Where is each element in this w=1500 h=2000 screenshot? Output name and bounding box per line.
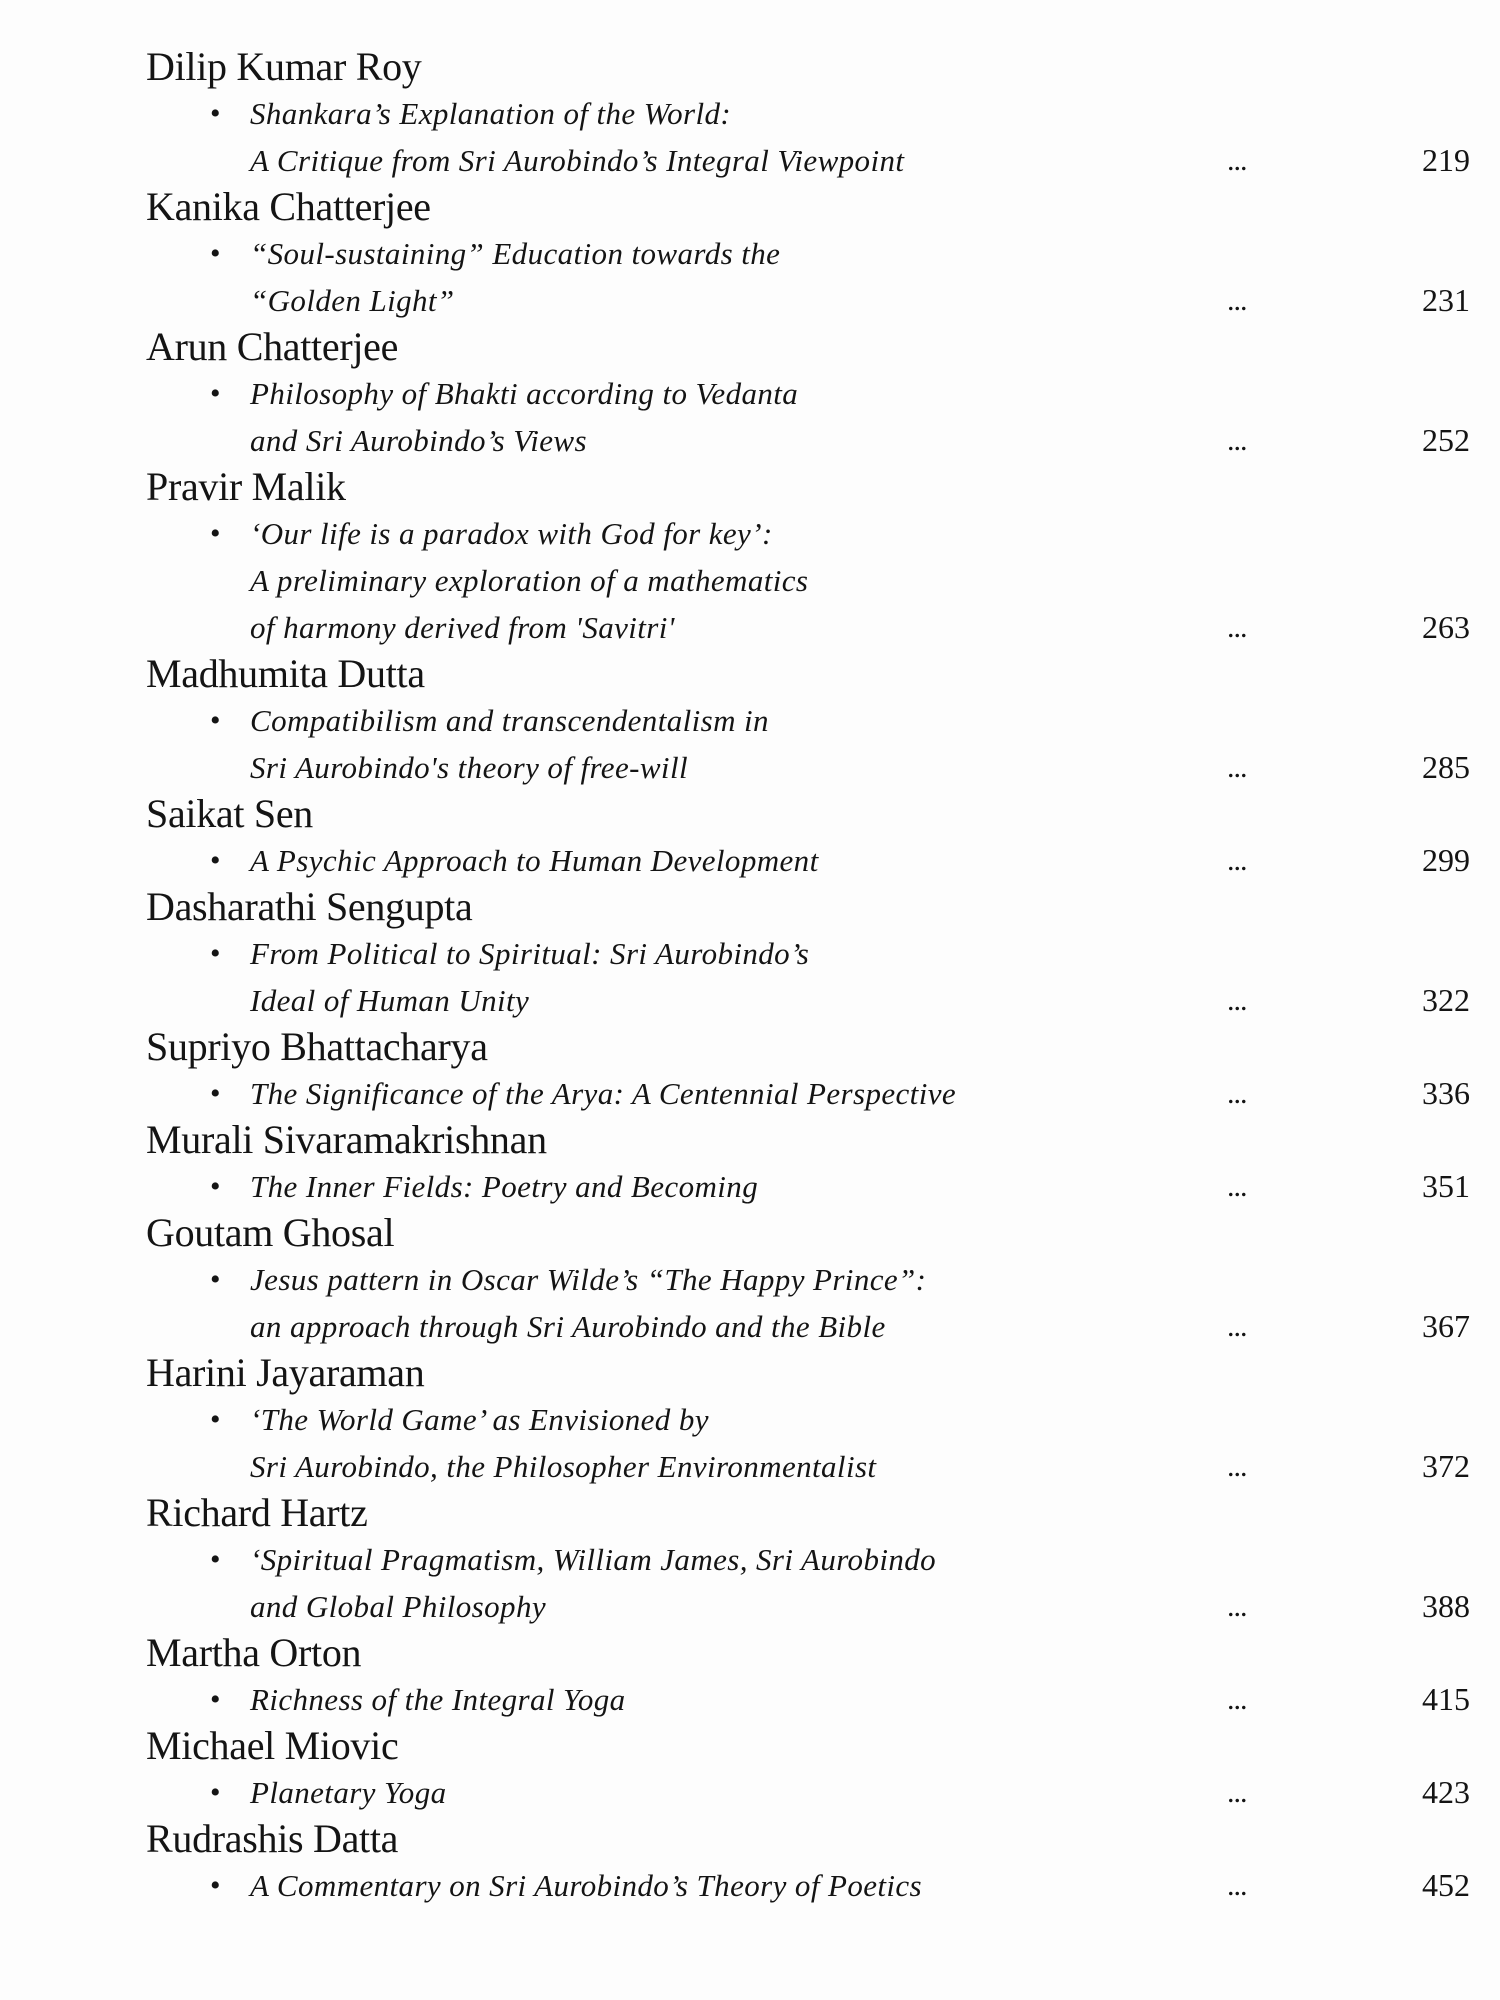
article-entry [210, 1256, 1470, 1350]
author-name: Rudrashis Datta [146, 1816, 399, 1861]
page-number: 299 [1422, 842, 1470, 878]
author-name: Dasharathi Sengupta [146, 884, 473, 929]
author-name: Dilip Kumar Roy [146, 44, 422, 89]
article-title-line: From Political to Spiritual: Sri Aurobindo’s [250, 936, 810, 971]
article-entry [210, 90, 1470, 184]
bullet-icon: • [210, 937, 221, 970]
toc-entry [146, 1490, 1470, 1630]
article-title-line: Richness of the Integral Yoga [250, 1682, 626, 1717]
article-title-line: A Critique from Sri Aurobindo’s Integral Viewpoint [250, 143, 905, 178]
article-entry [210, 1396, 1470, 1490]
bullet-icon: • [210, 1403, 221, 1436]
page-number: 423 [1422, 1774, 1470, 1810]
bullet-icon: • [210, 1263, 221, 1296]
article-title-line: “Golden Light” [250, 283, 455, 318]
article-title-line: A Commentary on Sri Aurobindo’s Theory of Poetics [250, 1868, 923, 1903]
author-name: Michael Miovic [146, 1723, 399, 1768]
article-title-line: “Soul-sustaining” Education towards the [250, 236, 781, 271]
leader-dots: ... [1227, 1683, 1247, 1716]
author-name: Harini Jayaraman [146, 1350, 425, 1395]
leader-dots: ... [1227, 1077, 1247, 1110]
author-name: Pravir Malik [146, 464, 346, 509]
article-title-line: Philosophy of Bhakti according to Vedanta [250, 376, 799, 411]
toc-entry [146, 1816, 1470, 1909]
bullet-icon: • [210, 1543, 221, 1576]
article-title-line: Sri Aurobindo's theory of free-will [250, 750, 688, 785]
page-number: 367 [1422, 1308, 1470, 1344]
article-entry [210, 510, 1470, 651]
author-name: Arun Chatterjee [146, 324, 399, 369]
page-number: 285 [1422, 749, 1470, 785]
page-number: 452 [1422, 1867, 1470, 1903]
page-number: 351 [1422, 1168, 1470, 1204]
author-name: Murali Sivaramakrishnan [146, 1117, 547, 1162]
article-entry [210, 930, 1470, 1024]
article-title-line: Shankara’s Explanation of the World: [250, 96, 732, 131]
leader-dots: ... [1227, 844, 1247, 877]
page-number: 336 [1422, 1075, 1470, 1111]
leader-dots: ... [1227, 1170, 1247, 1203]
toc-entry [146, 1210, 1470, 1350]
bullet-icon: • [210, 1683, 221, 1716]
table-of-contents [146, 44, 1470, 1909]
article-title-line: an approach through Sri Aurobindo and the Bible [250, 1309, 886, 1344]
article-title-line: of harmony derived from 'Savitri' [250, 610, 675, 645]
article-entry [210, 1862, 1470, 1909]
page-number: 252 [1422, 422, 1470, 458]
leader-dots: ... [1227, 1310, 1247, 1343]
article-title-line: ‘Our life is a paradox with God for key’: [250, 516, 773, 551]
article-entry [210, 837, 1470, 884]
leader-dots: ... [1227, 751, 1247, 784]
author-name: Supriyo Bhattacharya [146, 1024, 488, 1069]
author-name: Goutam Ghosal [146, 1210, 395, 1255]
toc-entry [146, 651, 1470, 791]
article-entry [210, 697, 1470, 791]
page-number: 263 [1422, 609, 1470, 645]
article-title-line: Ideal of Human Unity [250, 983, 530, 1018]
author-name: Kanika Chatterjee [146, 184, 431, 229]
article-title-line: ‘The World Game’ as Envisioned by [250, 1402, 709, 1437]
page-number: 219 [1422, 142, 1470, 178]
article-entry [210, 370, 1470, 464]
bullet-icon: • [210, 97, 221, 130]
article-title-line: A Psychic Approach to Human Development [250, 843, 819, 878]
toc-entry [146, 324, 1470, 464]
toc-entry [146, 1723, 1470, 1816]
bullet-icon: • [210, 1170, 221, 1203]
article-title-line: The Significance of the Arya: A Centennial Perspective [250, 1076, 957, 1111]
article-title-line: ‘Spiritual Pragmatism, William James, Sri Aurobindo [250, 1542, 937, 1577]
author-name: Saikat Sen [146, 791, 313, 836]
article-title-line: A preliminary exploration of a mathematics [250, 563, 809, 598]
page-number: 322 [1422, 982, 1470, 1018]
page-number: 372 [1422, 1448, 1470, 1484]
author-name: Madhumita Dutta [146, 651, 425, 696]
toc-entry [146, 44, 1470, 184]
leader-dots: ... [1227, 611, 1247, 644]
article-title-line: Jesus pattern in Oscar Wilde’s “The Happy Prince”: [250, 1262, 927, 1297]
leader-dots: ... [1227, 1869, 1247, 1902]
toc-entry [146, 884, 1470, 1024]
bullet-icon: • [210, 377, 221, 410]
leader-dots: ... [1227, 144, 1247, 177]
bullet-icon: • [210, 237, 221, 270]
leader-dots: ... [1227, 284, 1247, 317]
toc-entry [146, 464, 1470, 651]
bullet-icon: • [210, 1077, 221, 1110]
author-name: Richard Hartz [146, 1490, 368, 1535]
article-title-line: and Global Philosophy [250, 1589, 546, 1624]
article-entry [210, 1676, 1470, 1723]
toc-entry [146, 1350, 1470, 1490]
leader-dots: ... [1227, 424, 1247, 457]
bullet-icon: • [210, 517, 221, 550]
article-entry [210, 1070, 1470, 1117]
toc-entry [146, 1117, 1470, 1210]
bullet-icon: • [210, 844, 221, 877]
article-entry [210, 230, 1470, 324]
leader-dots: ... [1227, 984, 1247, 1017]
page-number: 231 [1422, 282, 1470, 318]
bullet-icon: • [210, 1869, 221, 1902]
article-entry [210, 1536, 1470, 1630]
leader-dots: ... [1227, 1776, 1247, 1809]
page-number: 415 [1422, 1681, 1470, 1717]
leader-dots: ... [1227, 1450, 1247, 1483]
article-title-line: and Sri Aurobindo’s Views [250, 423, 587, 458]
leader-dots: ... [1227, 1590, 1247, 1623]
article-entry [210, 1163, 1470, 1210]
bullet-icon: • [210, 1776, 221, 1809]
toc-entry [146, 1024, 1470, 1117]
article-title-line: Sri Aurobindo, the Philosopher Environmentalist [250, 1449, 877, 1484]
page-number: 388 [1422, 1588, 1470, 1624]
author-name: Martha Orton [146, 1630, 362, 1675]
toc-entry [146, 1630, 1470, 1723]
article-title-line: The Inner Fields: Poetry and Becoming [250, 1169, 759, 1204]
article-title-line: Planetary Yoga [250, 1775, 447, 1810]
article-entry [210, 1769, 1470, 1816]
toc-entry [146, 184, 1470, 324]
article-title-line: Compatibilism and transcendentalism in [250, 703, 769, 738]
toc-entry [146, 791, 1470, 884]
bullet-icon: • [210, 704, 221, 737]
